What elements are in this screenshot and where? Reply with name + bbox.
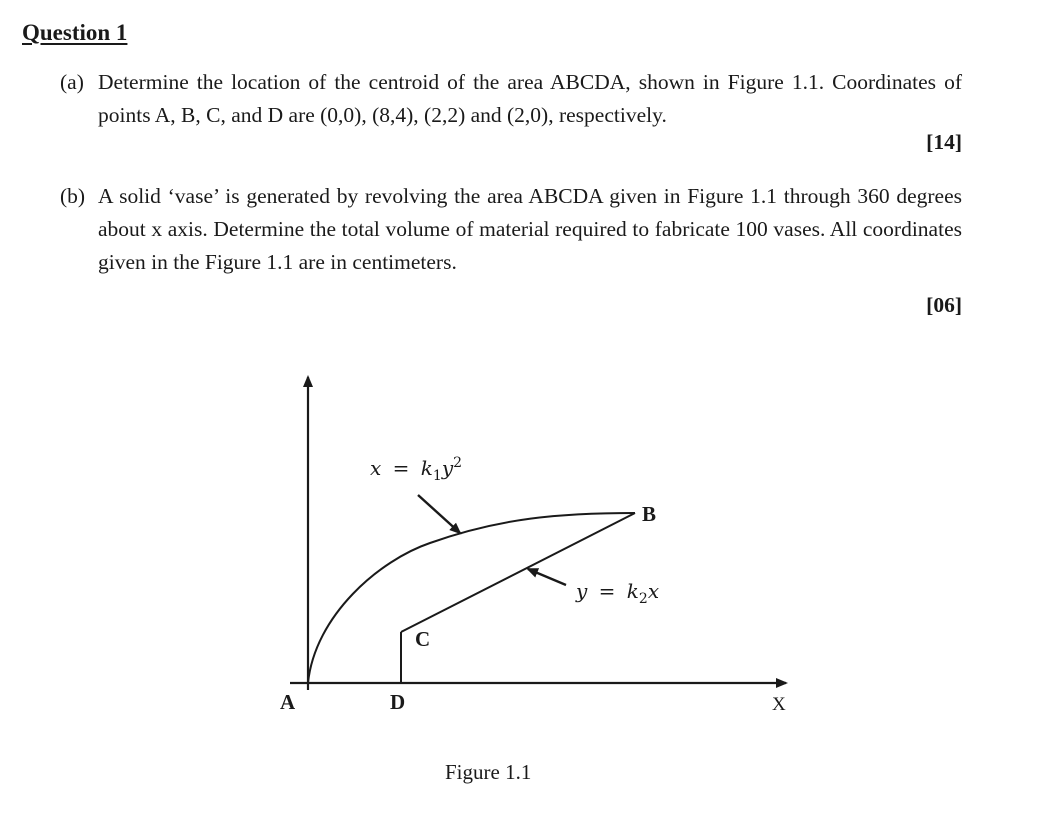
curve-eq-equals: = xyxy=(392,456,410,480)
figure-caption: Figure 1.1 xyxy=(445,760,532,784)
part-b-label: (b) xyxy=(60,184,86,208)
curve-pointer-arrow xyxy=(418,495,460,533)
line-eq-coef: k xyxy=(626,579,639,603)
part-a-label: (a) xyxy=(60,70,84,94)
part-a-text: Determine the location of the centroid of the area ABCDA, shown in Figure 1.1. Coordinates of points A, B, C, and D are (0,0), (8,4), (2,2) and (2,0), respectively. xyxy=(98,70,962,127)
x-axis-label: X xyxy=(772,694,786,715)
curve-eq-coef-sub: 1 xyxy=(432,468,442,484)
curve-equation xyxy=(370,455,462,484)
figure-diagram xyxy=(270,355,810,795)
curve-eq-lhs: x xyxy=(370,456,382,480)
line-eq-lhs: y xyxy=(576,579,588,603)
line-c-to-b xyxy=(401,513,635,632)
part-b-text: A solid ‘vase’ is generated by revolving the area ABCDA given in Figure 1.1 through 360 degrees about x axis. Determine the total volume of material required to fabricate 100 vases. All coordinates given in the Figure 1.1 are in centimeters. xyxy=(98,184,962,274)
curve-eq-var: y xyxy=(441,456,454,480)
line-equation xyxy=(576,579,659,607)
point-a-label: A xyxy=(280,690,296,714)
line-pointer-arrow xyxy=(528,569,566,585)
question-part-b xyxy=(60,180,962,279)
point-d-label: D xyxy=(390,690,406,714)
point-b-label: B xyxy=(642,502,657,526)
figure-1-1 xyxy=(270,355,810,795)
line-eq-var: x xyxy=(647,579,660,603)
part-a-marks: [14] xyxy=(926,130,962,154)
line-eq-coef-sub: 2 xyxy=(638,591,648,607)
part-b-marks: [06] xyxy=(926,293,962,317)
line-eq-equals: = xyxy=(598,579,616,603)
question-part-a xyxy=(60,66,962,132)
question-title: Question 1 xyxy=(22,20,128,45)
point-c-label: C xyxy=(415,627,431,651)
curve-eq-coef: k xyxy=(420,456,433,480)
curve-eq-var-sup: 2 xyxy=(453,455,463,471)
